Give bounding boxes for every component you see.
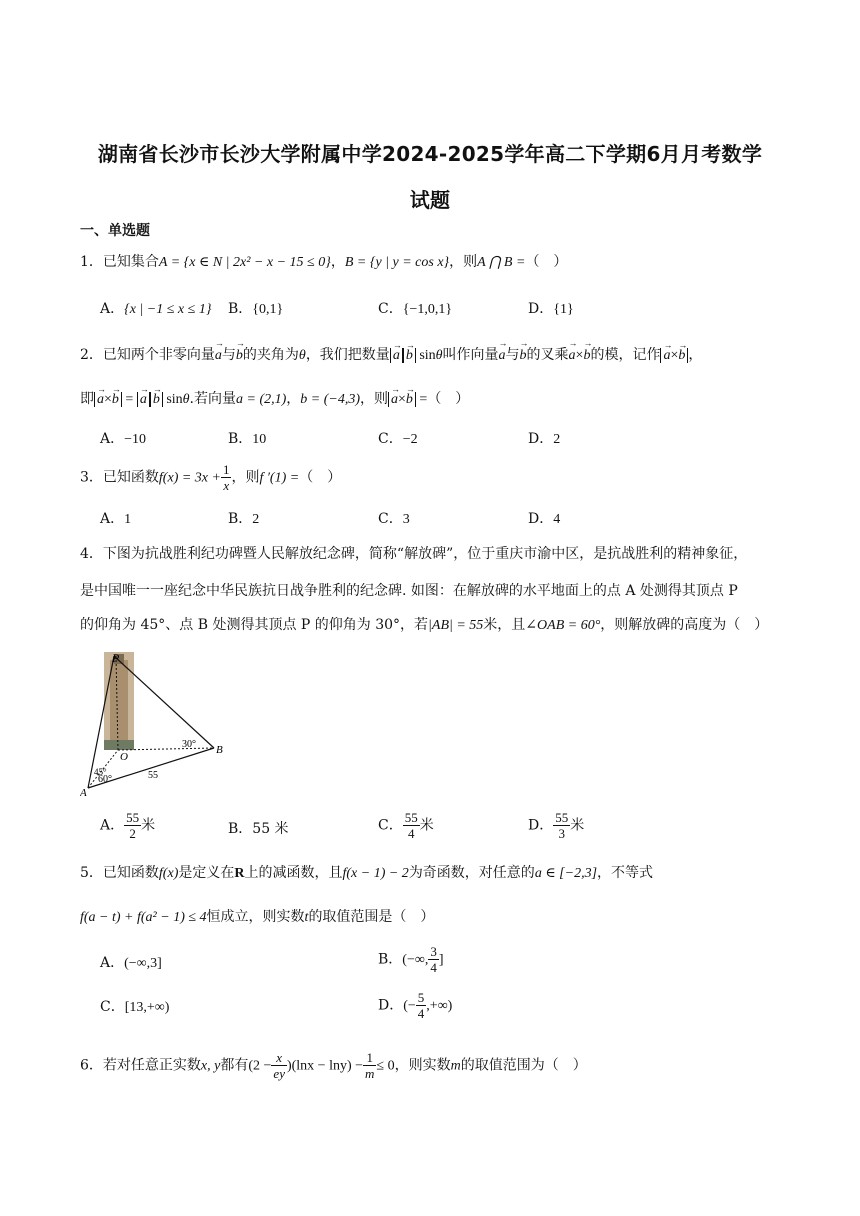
question-text: 下图为抗战胜利纪功碑暨人民解放纪念碑，简称“解放碑”，位于重庆市渝中区，是抗战胜利的精神象征， [102,546,748,562]
question-4-line-1 [80,543,747,563]
q4-option-c: C． $\frac{55}{4}$ 米 [378,810,434,841]
question-text: 已知函数 [102,469,159,486]
monument-base [104,740,134,750]
monument-body [110,660,128,746]
question-number: 6． [80,1057,103,1074]
function-expression: f(x) = 3x + [158,470,221,486]
question-text: 已知两个非零向量 [102,347,215,363]
question-number: 4． [80,546,103,562]
vector-a: → a [215,348,222,364]
question-1 [80,251,567,271]
angle-oab: ∠OAB = 60° [525,618,601,633]
question-text: 的夹角为 [242,347,299,363]
q2-option-b: B．10 [228,431,267,447]
q2-option-d: D．2 [528,431,561,447]
question-2-line-2: 即→ a×→ b = → a→ b sinθ.若向量a = (2,1)，b = (−4,3)，则→ a×→ b =（ ） [80,388,469,408]
question-text: ，我们把数量 [305,347,390,363]
question-text: ，则 [360,391,388,407]
question-number: 2． [80,347,103,363]
set-a-expression: A = {x ∈ N | 2x² − x − 15 ≤ 0} [158,255,331,270]
question-text: 与 [221,347,236,363]
label-p: P [112,651,120,665]
q5-option-c: C．[13,+∞) [100,999,170,1015]
derivative-expression: f ′(1) = [259,470,300,486]
q3-option-b: B．2 [228,511,260,527]
question-text: 与 [505,347,520,363]
vector-b-value: b = (−4,3) [300,392,360,407]
answer-blank: （ ） [299,469,342,486]
question-number: 5． [80,865,103,881]
question-text: 的叉乘 [526,347,569,363]
q1-option-c: C．{−1,0,1} [378,301,453,317]
monument-figure [80,648,230,800]
question-4-line-2 [80,580,738,600]
question-text: 的模，记作 [590,347,661,363]
set-b-expression: B = {y | y = cos x} [344,255,450,270]
vector-b: → b [236,348,243,364]
question-text: .若向量 [189,391,236,407]
q4-option-a: A． $\frac{55}{2}$ 米 [100,810,156,841]
q5-option-b: B．(−∞, $\frac{3}{4}$ ] [378,944,444,975]
question-5-line-1: 5．已知函数f(x)是定义在R上的减函数，且f(x − 1) − 2为奇函数，对任意的a ∈ [−2,3]，不等式 [80,865,654,881]
question-text: 即 [80,391,94,407]
separator: ， [330,254,345,270]
document-title-line1: 湖南省长沙市长沙大学附属中学2024-2025学年高二下学期6月月考数学 [97,142,763,166]
question-text: ，则 [231,469,260,486]
fraction: $\frac{1}{x}$ [222,462,230,493]
question-text: 米，且 [483,617,526,633]
document-title-line2: 试题 [409,188,451,212]
q5-option-a: A．(−∞,3] [100,955,162,971]
label-length: 55 [148,770,158,781]
q2-option-a: A．−10 [100,431,147,447]
section-heading: 一、单选题 [80,223,150,239]
abs-b: → b [403,348,416,363]
q1-option-b: B．{0,1} [228,301,284,317]
answer-blank: （ ） [427,391,470,407]
question-5-line-2: f(a − t) + f(a² − 1) ≤ 4恒成立，则实数t的取值范围是（ ） [80,909,435,925]
question-text: 已知集合 [102,254,159,270]
q5-option-d: D．(− $\frac{5}{4}$ ,+∞) [378,990,453,1021]
question-2-line-1: 2．已知两个非零向量→ a与→ b的夹角为θ，我们把数量→ a→ b sinθ叫作向量→ a与→ b的叉乘→ a×→ b的模，记作→ a×→ b ， [80,344,702,364]
question-number: 1． [80,254,103,270]
question-text: 是中国唯一一座纪念中华民族抗日战争胜利的纪念碑. 如图：在解放碑的水平地面上的点 A 处测得其顶点 P [80,583,738,599]
label-o: O [120,751,128,763]
length-ab: |AB| = 55 [428,618,484,633]
q2-option-c: C．−2 [378,431,418,447]
q3-option-d: D．4 [528,511,561,527]
label-a: A [80,787,87,799]
question-text: ，则 [449,254,478,270]
question-6: 6．若对任意正实数x, y都有(2 − $\frac{x}{ey}$ )(lnx − lny) − $\frac{1}{m}$ ≤ 0，则实数m的取值范围为（ ） [80,1050,587,1081]
cross-norm: → a×→ b [660,348,688,363]
answer-blank: （ ） [525,254,568,270]
question-3 [80,462,341,493]
intersection-expression: A ⋂ B = [477,255,526,270]
theta: θ [298,348,306,363]
q1-option-a: A．{x | −1 ≤ x ≤ 1} [100,301,212,317]
label-angle-60: 60° [98,774,112,785]
q3-option-a: A．1 [100,511,132,527]
question-text: 的仰角为 45°、点 B 处测得其顶点 P 的仰角为 30°，若 [80,617,429,633]
q3-option-c: C．3 [378,511,410,527]
label-angle-30: 30° [182,739,196,750]
label-angle-45: 45° [94,767,107,777]
vector-a-value: a = (2,1) [236,392,287,407]
q1-option-d: D．{1} [528,301,574,317]
question-text: 叫作向量 [442,347,499,363]
q4-option-d: D． $\frac{55}{3}$ 米 [528,810,585,841]
label-b: B [216,744,223,756]
question-4-line-3 [80,614,768,634]
question-text: ，则解放碑的高度为（ ） [600,617,769,633]
abs-a: → a [390,348,403,363]
q4-option-b: B．55 米 [228,821,289,837]
question-number: 3． [80,469,103,486]
